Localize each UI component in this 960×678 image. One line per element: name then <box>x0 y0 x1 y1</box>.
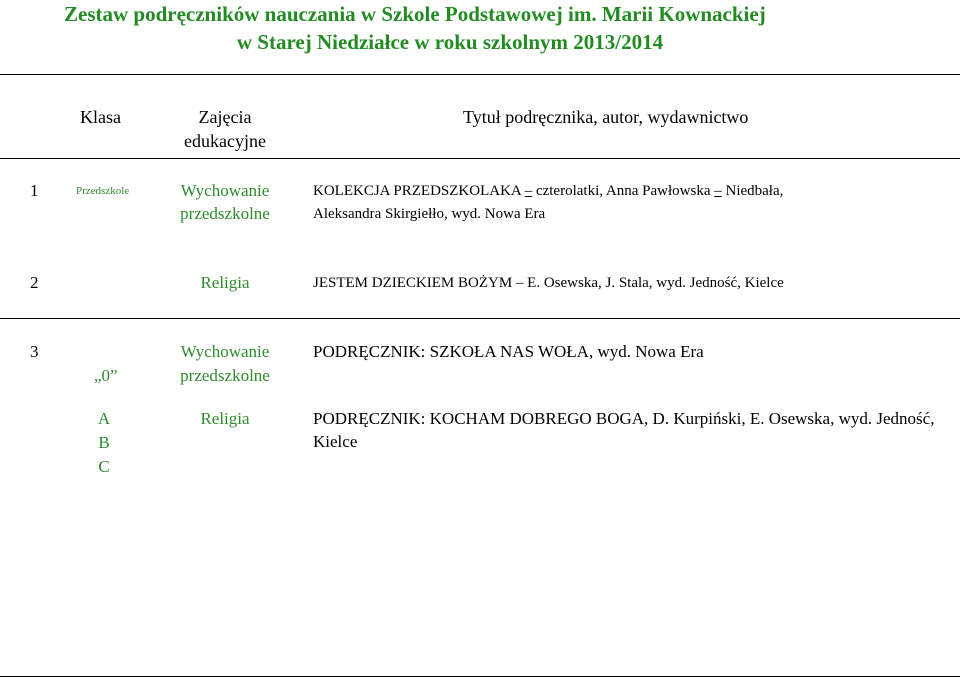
row-1-tytul-line-2: Aleksandra Skirgiełło, wyd. Nowa Era <box>313 206 546 222</box>
column-header-zajecia-1: Zajęcia <box>198 107 252 127</box>
table-top-border <box>0 74 960 75</box>
row-3-zajecia-2: przedszkolne <box>180 366 270 385</box>
row-2-zajecia: Religia <box>200 273 250 292</box>
row-3-number: 3 <box>30 342 39 361</box>
row-1-zajecia-2: przedszkolne <box>180 204 270 223</box>
document-title-line-2: w Starej Niedziałce w roku szkolnym 2013/2014 <box>236 30 664 54</box>
row-4-group-c: C <box>98 457 110 476</box>
column-header-tytul: Tytuł podręcznika, autor, wydawnictwo <box>463 107 749 127</box>
column-header-zajecia-2: edukacyjne <box>184 131 266 151</box>
row-4-zajecia: Religia <box>200 409 250 428</box>
document-title-line-1: Zestaw podręczników nauczania w Szkole Podstawowej im. Marii Kownackiej <box>64 2 766 26</box>
row-4-group-a: A <box>97 409 111 428</box>
row-3-klasa: „0” <box>94 366 118 385</box>
row-3-zajecia-1: Wychowanie <box>180 342 270 361</box>
row-4-tytul-line-1: PODRĘCZNIK: KOCHAM DOBREGO BOGA, D. Kurpiński, E. Osewska, wyd. Jedność, <box>313 409 935 428</box>
row-1-tytul-line-1: KOLEKCJA PRZEDSZKOLAKA – czterolatki, Anna Pawłowska – Niedbała, <box>313 183 784 199</box>
row-2-tytul: JESTEM DZIECKIEM BOŻYM – E. Osewska, J. Stala, wyd. Jedność, Kielce <box>313 275 784 291</box>
row-3-tytul: PODRĘCZNIK: SZKOŁA NAS WOŁA, wyd. Nowa Era <box>313 342 704 361</box>
row-1-zajecia-1: Wychowanie <box>180 181 270 200</box>
row-1-klasa: Przedszkole <box>76 185 130 197</box>
row-4-tytul-line-2: Kielce <box>313 432 358 451</box>
row-1-number: 1 <box>30 181 39 200</box>
row-4-group-b: B <box>98 433 110 452</box>
row-2-number: 2 <box>30 273 39 292</box>
row-2-divider <box>0 318 960 319</box>
table-bottom-border <box>0 676 960 677</box>
column-header-klasa: Klasa <box>80 107 121 127</box>
header-divider <box>0 158 960 159</box>
